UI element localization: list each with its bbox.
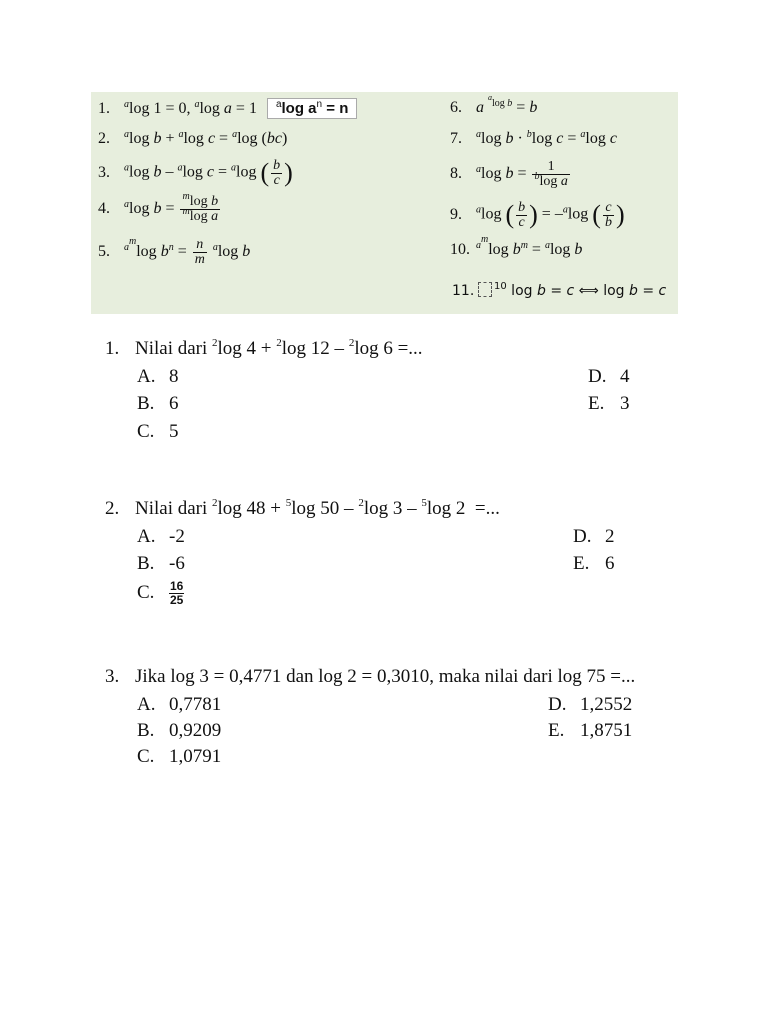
q2-option-a[interactable]: A. -2 [137, 526, 185, 547]
question-3: 3. Jika log 3 = 0,4771 dan log 2 = 0,3010, maka nilai dari log 75 =... [105, 666, 636, 687]
question-2: 2. Nilai dari $^2$log 48 + $^5$log 50 – $^2$log 3 – $^5$log 2 =... [105, 497, 500, 519]
formula-2: 2. $^a$log b + $^a$log c = $^a$log (bc) [98, 129, 288, 147]
q2-option-d[interactable]: D. 2 [573, 526, 615, 547]
question-1: 1. Nilai dari $^2$log 4 + $^2$log 12 – $^2$log 6 =... [105, 337, 423, 359]
formula-6: 6. a $^{^alog b}$ = b [450, 93, 538, 116]
formula-reference-box [91, 92, 678, 314]
formula-3: 3. $^a$log b – $^a$log c = $^a$log ( $\frac{b}{c}$ ) [98, 157, 293, 188]
q3-option-a[interactable]: A. 0,7781 [137, 694, 222, 715]
formula-4: 4. $^a$log b = $\frac{^m\log b}{^m\log a}$ [98, 191, 219, 224]
q1-option-b[interactable]: B. 6 [137, 393, 179, 414]
q2-option-e[interactable]: E. 6 [573, 553, 615, 574]
formula-9: 9. $^a$log ( $\frac{b}{c}$ ) = –$^a$log ( $\frac{c}{b}$ ) [450, 199, 625, 230]
q2-option-b[interactable]: B. -6 [137, 553, 185, 574]
formula-10: 10. $^{a^m}$log $b^m = ^a\log$ b [450, 234, 583, 258]
formula-5: 5. $^{a^m}$log $b^n$ = $\frac{n}{m}$ $^a$log b [98, 236, 251, 267]
q3-option-b[interactable]: B. 0,9209 [137, 720, 222, 741]
q1-option-d[interactable]: D. 4 [588, 366, 630, 387]
q2-option-c-fraction: $\frac{16}{25}$ [170, 579, 184, 607]
formula-11: 11. $^{10}$ log b = c ⟺ log b = c [452, 281, 667, 299]
formula-1: 1. $^a$log 1 = 0, $^a$log a = 1 $^a$log $a^n = n$ [98, 98, 357, 119]
placeholder-box-icon [478, 282, 492, 297]
q1-option-c[interactable]: C. 5 [137, 421, 179, 442]
formula-7: 7. $^a$log b · $^b$log c = $^a$log c [450, 129, 617, 147]
formula-1-boxed: $^a$log $a^n = n$ [267, 98, 357, 119]
q3-option-d[interactable]: D. 1,2552 [548, 694, 633, 715]
q2-option-c[interactable]: C. $\frac{16}{25}$ [137, 579, 184, 607]
q1-option-e[interactable]: E. 3 [588, 393, 630, 414]
formula-8: 8. $^a$log b = $\frac{1}{^b\log a}$ [450, 159, 568, 189]
q1-option-a[interactable]: A. 8 [137, 366, 179, 387]
q3-option-c[interactable]: C. 1,0791 [137, 746, 222, 767]
q3-option-e[interactable]: E. 1,8751 [548, 720, 633, 741]
